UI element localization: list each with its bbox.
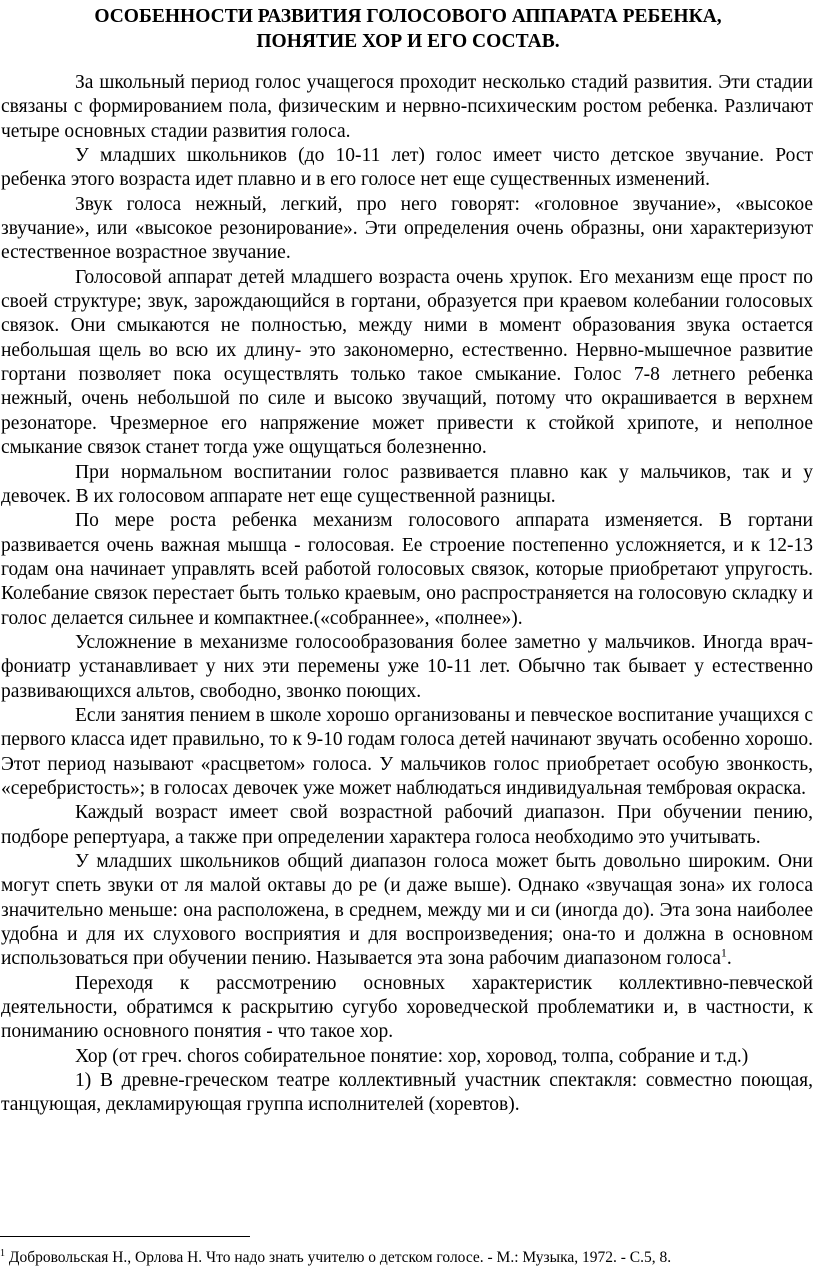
title-line-2: ПОНЯТИЕ ХОР И ЕГО СОСТАВ.	[256, 31, 560, 52]
footnote-reference[interactable]: 1	[720, 945, 727, 960]
document-body	[1, 71, 813, 1118]
paragraph-8: Если занятия пением в школе хорошо организованы и певческое воспитание учащихся с первого класса идет правильно, то к 9-10 годам голоса детей начинают звучать особенно хорошо. Этот период называют «расцветом» голоса. У мальчиков голос приобретает особую звонкость, «серебристость»; в голосах девочек уже может наблюдаться индивидуальная тембровая окраска.	[1, 704, 813, 799]
paragraph-11: Переходя к рассмотрению основных характеристик коллективно-певческой деятельности, обратимся к раскрытию сугубо хороведческой проблематики и, в частности, к пониманию основного понятия - что такое хор.	[1, 972, 813, 1043]
footnote-divider	[0, 1236, 250, 1237]
paragraph-3: Звук голоса нежный, легкий, про него говорят: «головное звучание», «высокое звучание», или «высокое резонирование». Эти определения очень образны, они характеризуют естественное возрастное звучание.	[1, 193, 813, 264]
page-title	[60, 4, 756, 54]
paragraph-6: По мере роста ребенка механизм голосового аппарата изменяется. В гортани развивается очень важная мышца - голосовая. Ее строение постепенно усложняется, и к 12-13 годам она начинает управлять всей работой голосовых связок, которые приобретают упругость. Колебание связок перестает быть только краевым, оно распространяется на голосовую складку и голос делается сильнее и компактнее.(«собраннее», «полнее»).	[1, 510, 813, 629]
paragraph-4: Голосовой аппарат детей младшего возраста очень хрупок. Его механизм еще прост по своей структуре; звук, зарождающийся в гортани, образуется при краевом колебании голосовых связок. Они смыкаются не полностью, между ними в момент образования звука остается небольшая щель во всю их длину- это закономерно, естественно. Нервно-мышечное развитие гортани позволяет пока осуществлять только такое смыкание. Голос 7-8 летнего ребенка нежный, очень небольшой по силе и высоко звучащий, потому что окрашивается в верхнем резонаторе. Чрезмерное его напряжение может привести к стойкой хрипоте, и неполное смыкание связок станет тогда уже ощущаться болезненно.	[1, 266, 813, 459]
footnote	[0, 1248, 812, 1267]
paragraph-10-tail: .	[726, 948, 732, 970]
title-line-1: ОСОБЕННОСТИ РАЗВИТИЯ ГОЛОСОВОГО АППАРАТА РЕБЕНКА,	[94, 6, 722, 27]
paragraph-1: За школьный период голос учащегося проходит несколько стадий развития. Эти стадии связаны с формированием пола, физическим и нервно-психическим ростом ребенка. Различают четыре основных стадии развития голоса.	[1, 72, 813, 142]
paragraph-5: При нормальном воспитании голос развивается плавно как у мальчиков, так и у девочек. В их голосовом аппарате нет еще существенной разницы.	[1, 461, 813, 507]
paragraph-12: Хор (от греч. choros собирательное понятие: хор, хоровод, толпа, собрание и т.д.)	[75, 1045, 749, 1067]
paragraph-9: Каждый возраст имеет свой возрастной рабочий диапазон. При обучении пению, подборе репертуара, а также при определении характера голоса необходимо это учитывать.	[1, 802, 813, 848]
footnote-marker: 1	[0, 1247, 5, 1259]
paragraph-10	[1, 850, 813, 972]
footnote-text: Добровольская Н., Орлова Н. Что надо знать учителю о детском голосе. - М.: Музыка, 1972. - С.5, 8.	[5, 1249, 672, 1266]
paragraph-13: 1) В древне-греческом театре коллективный участник спектакля: совместно поющая, танцующая, декламирующая группа исполнителей (хоревтов).	[1, 1070, 813, 1116]
paragraph-7: Усложнение в механизме голосообразования более заметно у мальчиков. Иногда врач-фониатр устанавливает у них эти перемены уже 10-11 лет. Обычно так бывает у естественно развивающихся альтов, свободно, звонко поющих.	[1, 631, 813, 702]
paragraph-2: У младших школьников (до 10-11 лет) голос имеет чисто детское звучание. Рост ребенка этого возраста идет плавно и в его голосе нет еще существенных изменений.	[1, 145, 813, 191]
paragraph-10-text: У младших школьников общий диапазон голоса может быть довольно широким. Они могут спеть звуки от ля малой октавы до ре (и даже выше). Однако «звучащая зона» их голоса значительно меньше: она расположена, в среднем, между ми и си (иногда до). Эта зона наиболее удобна и для их слухового восприятия и для воспроизведения; она-то и должна в основном использоваться при обучении пению. Называется эта зона рабочим диапазоном голоса	[1, 851, 813, 970]
